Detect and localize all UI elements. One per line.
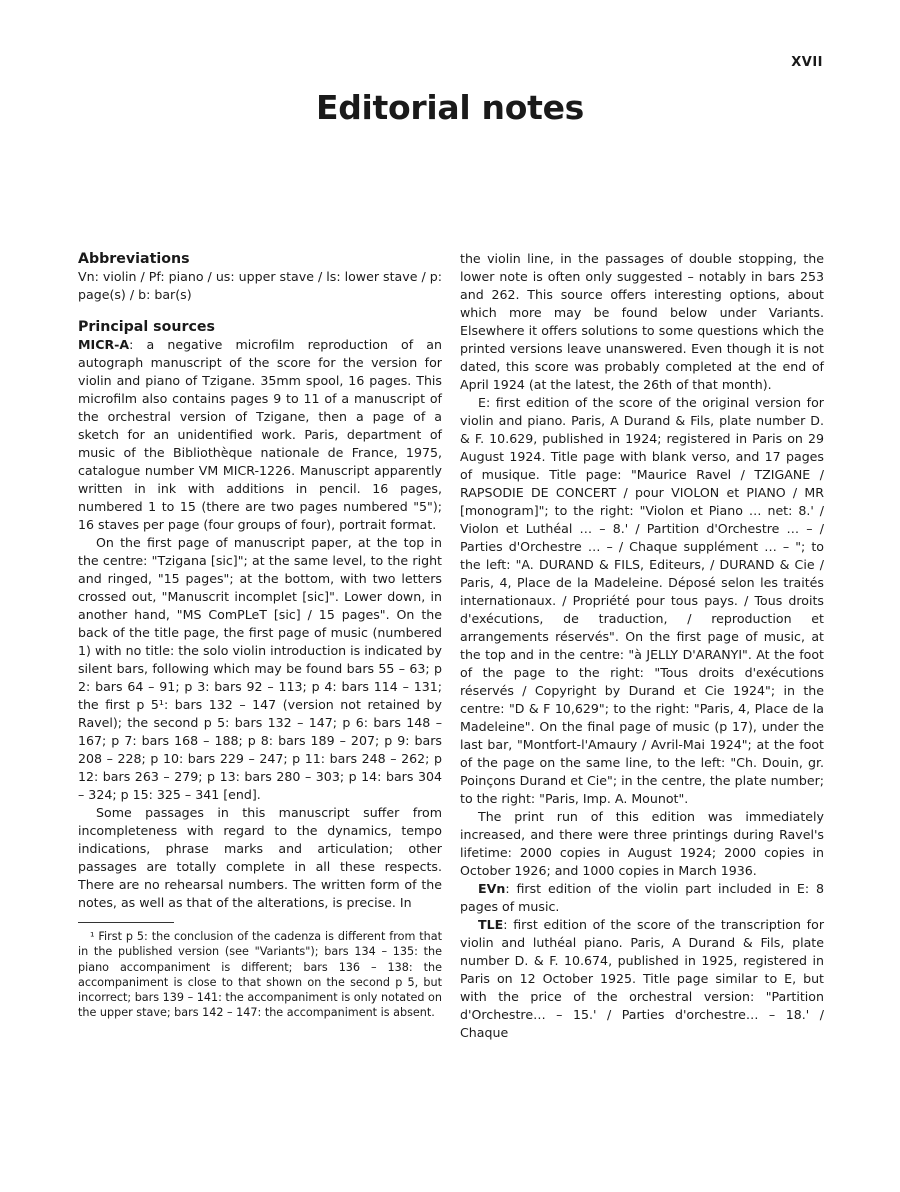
manuscript-description-paragraph: On the first page of manuscript paper, at the top in the centre: "Tzigana [sic]"; at the same level, to the right and ringed, "15 pages"; at the bottom, with two letters crossed out, "Manuscrit incomplet [sic]". Lower down, in another hand, "MS ComPLeT [sic] / 15 pages". On the back of the title page, the first page of music (numbered 1) with no title: the solo violin introduction is indicated by silent bars, following which may be found bars 55 – 63; p 2: bars 64 – 91; p 3: bars 92 – 113; p 4: bars 114 – 131; the first p 5¹: bars 132 – 147 (version not retained by Ravel); the second p 5: bars 132 – 147; p 6: bars 148 – 167; p 7: bars 168 – 188; p 8: bars 189 – 207; p 9: bars 208 – 228; p 10: bars 229 – 247; p 11: bars 248 – 262; p 12: bars 263 – 279; p 13: bars 280 – 303; p 14: bars 304 – 324; p 15: 325 – 341 [end]. [78, 535, 442, 802]
micr-text: : a negative microfilm reproduction of an autograph manuscript of the score for the version for violin and piano of Tzigane. 35mm spool, 16 pages. This microfilm also contains pages 9 to 11 of a manuscript of the orchestral version of Tzigane, then a page of a sketch for an unidentified work. Paris, department of music of the Bibliothèque nationale de France, 1975, catalogue number VM MICR-1226. Manuscript apparently written in ink with additions in pencil. 16 pages, numbered 1 to 15 (there are two pages numbered "5"); 16 staves per page (four groups of four), portrait format. [78, 337, 442, 532]
tle-label: TLE [478, 917, 504, 932]
tle-paragraph [460, 916, 824, 1042]
first-edition-paragraph: E: first edition of the score of the original version for violin and piano. Paris, A Durand & Fils, plate number D. & F. 10.629, published in 1924; registered in Paris on 29 August 1924. Title page with blank verso, and 17 pages of musique. Title page: "Maurice Ravel / TZIGANE / RAPSODIE DE CONCERT / pour VIOLON et PIANO / MR [monogram]"; to the right: "Violon et Piano … net: 8.' / Violon et Luthéal … – 8.' / Partition d'Orchestre … – / Parties d'Orchestre … – / Chaque supplément … – "; to the left: "A. DURAND & FILS, Editeurs, / DURAND & Cie / Paris, 4, Place de la Madeleine. Déposé selon les traités internationaux. / Propriété pour tous pays. / Tous droits d'exécutions, de traduction, / reproduction et arrangements réservés". On the first page of music, at the top and in the centre: "à JELLY D'ARANYI". At the foot of the page to the right: "Tous droits d'exécutions réservés / Copyright by Durand et Cie 1924"; in the centre: "D & F 10,629"; to the right: "Paris, 4, Place de la Madeleine". On the final page of music (p 17), under the last bar, "Montfort-l'Amaury / Avril-Mai 1924"; at the foot of the page on the same line, to the left: "Ch. Douin, gr. Poinçons Durand et Cie"; in the centre, the plate number; to the right: "Paris, Imp. A. Mounot". [460, 395, 824, 806]
left-column [78, 250, 442, 1021]
tle-text: : first edition of the score of the transcription for violin and luthéal piano. Paris, A Durand & Fils, plate number D. & F. 10.674, published in 1925, registered in Paris on 12 October 1925. Title page similar to E, but with the price of the orchestral version: "Partition d'Orchestre… – 15.' / Parties d'orchestre… – 18.' / Chaque [460, 917, 824, 1040]
footnote: ¹ First p 5: the conclusion of the cadenza is different from that in the published version (see "Variants"); bars 134 – 135: the piano accompaniment is different; bars 136 – 138: the accompaniment is close to that shown on the second p 5, but incorrect; bars 139 – 141: the accompaniment is only notated on the upper stave; bars 142 – 147: the accompaniment is absent. [78, 930, 442, 1020]
evn-text: : first edition of the violin part included in E: 8 pages of music. [460, 881, 824, 914]
page-number: XVII [791, 55, 823, 70]
abbreviations-heading: Abbreviations [78, 251, 190, 267]
violin-line-paragraph: the violin line, in the passages of double stopping, the lower note is often only suggested – notably in bars 253 and 262. This source offers interesting options, about which more may be found below under Variants. Elsewhere it offers solutions to some questions which the printed versions leave unanswered. Even though it is not dated, this score was probably completed at the end of April 1924 (at the latest, the 26th of that month). [460, 251, 824, 392]
print-run-paragraph: The print run of this edition was immediately increased, and there were three printings during Ravel's lifetime: 2000 copies in August 1924; 2000 copies in October 1926; and 1000 copies in March 1936. [460, 809, 824, 878]
page-title: Editorial notes [315, 88, 585, 127]
right-column [460, 250, 824, 1042]
evn-label: EVn [478, 881, 506, 896]
evn-paragraph [460, 880, 824, 916]
manuscript-completeness-paragraph: Some passages in this manuscript suffer from incompleteness with regard to the dynamics, tempo indications, phrase marks and articulation; other passages are totally complete in all these respects. There are no rehearsal numbers. The written form of the notes, as well as that of the alterations, is precise. In [78, 805, 442, 910]
micr-label: MICR-A [78, 337, 130, 352]
abbreviations-text: Vn: violin / Pf: piano / us: upper stave / ls: lower stave / p: page(s) / b: bar(s) [78, 269, 442, 302]
micr-paragraph [78, 336, 442, 534]
footnote-rule [78, 922, 174, 923]
principal-sources-heading: Principal sources [78, 319, 215, 335]
